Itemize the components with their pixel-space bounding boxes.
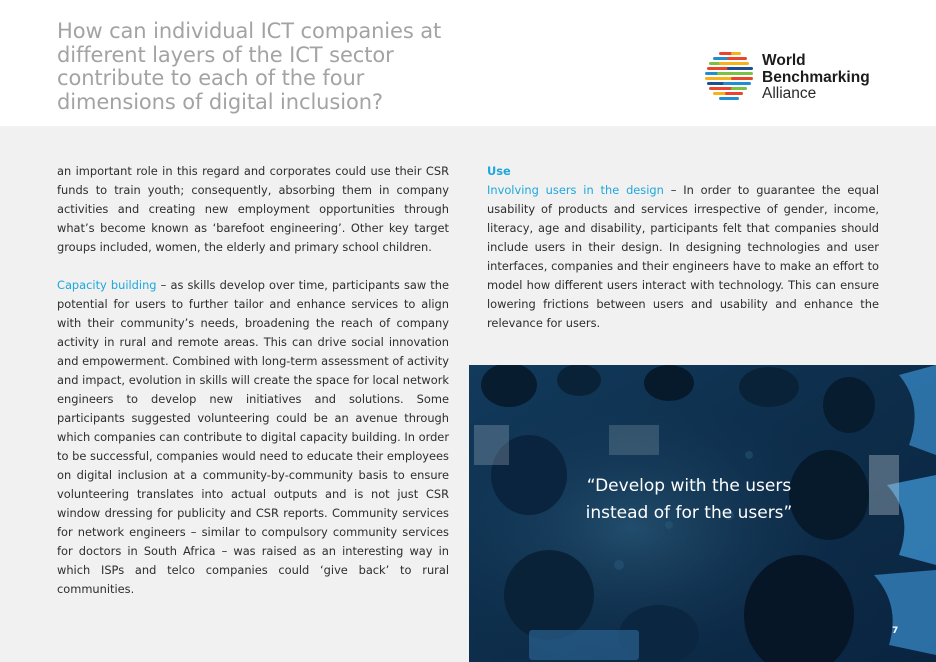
intro-paragraph: an important role in this regard and corporates could use their CSR funds to train youth; consequently, absorbing them in company activities and creating new employment opportunities through what’s become known as ‘barefoot engineering’. Other key target groups included, women, the elderly and primary school children. xyxy=(57,164,449,254)
wba-logo-icon xyxy=(705,50,757,104)
capacity-building-text: – as skills develop over time, participants saw the potential for users to further tailor and enhance services to align with their community’s needs, broadening the reach of company activity in rural and remote areas. This can drive social innovation and empowerment. Combined with long-term assessment of activity and impact, evolution in skills will create the space for local network engineers to develop new initiatives and solutions. Some participants suggested volunteering could be an avenue through which companies can contribute to digital capacity building. In order to be successful, companies would need to educate their employees on digital inclusion at a community-by-community basis to ensure volunteering translates into actual outputs and is not just CSR window dressing for publicity and CSR reports. Community services for network engineers – similar to compulsory community services for doctors in South Africa – was raised as an interesting way in which ISPs and telco companies could ‘give back’ to rural communities. xyxy=(57,278,449,596)
capacity-building-term: Capacity building xyxy=(57,278,157,292)
capacity-paragraph xyxy=(57,276,449,599)
pull-quote-line-1: “Develop with the users xyxy=(586,476,792,496)
page-title: How can individual ICT companies at different layers of the ICT sector contribute to each of the four dimensions of digital inclusion? xyxy=(57,19,442,114)
pull-quote xyxy=(469,473,909,527)
page-number: 7 xyxy=(892,626,899,636)
left-column xyxy=(57,162,449,599)
section-heading-use: Use xyxy=(487,164,511,178)
use-paragraph xyxy=(487,181,879,333)
logo-line-alliance: Alliance xyxy=(762,85,817,102)
right-column xyxy=(487,162,879,333)
involving-users-term: Involving users in the design xyxy=(487,183,664,197)
involving-users-text: – In order to guarantee the equal usability of products and services irrespective of gender, income, literacy, age and disability, participants felt that companies should include users in their design. In designing technologies and user interfaces, companies and their engineers have to make an effort to model how different users interact with technology. This can ensure lowering frictions between users and usability and enhance the relevance for users. xyxy=(487,183,879,330)
page-header xyxy=(0,0,936,126)
logo-line-benchmarking: Benchmarking xyxy=(762,68,870,86)
logo-line-world: World xyxy=(762,52,806,69)
wba-logo-wordmark xyxy=(762,53,870,103)
pull-quote-line-2: instead of for the users” xyxy=(585,503,793,523)
wba-logo xyxy=(705,50,905,106)
